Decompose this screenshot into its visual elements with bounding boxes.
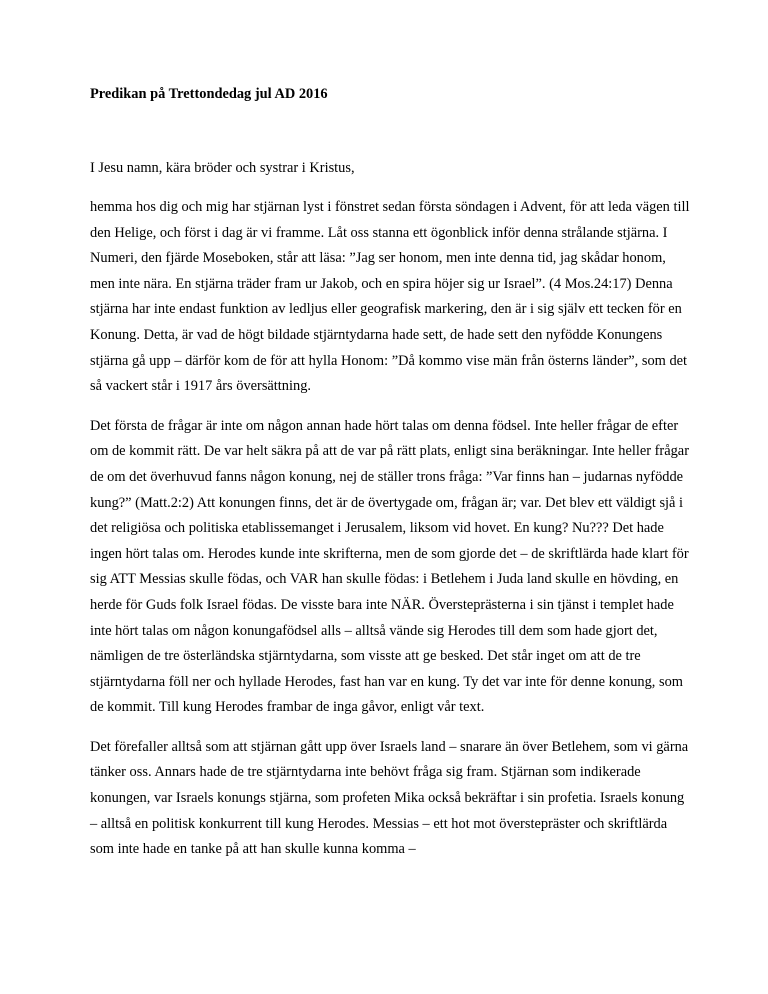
paragraph-3: Det förefaller alltså som att stjärnan gått upp över Israels land – snarare än över Betlehem, som vi gärna tänker oss. Annars hade de tre stjärntydarna inte behövt fråga sig fram. Stjärnan som indikerade konungen, var Israels konungs stjärna, som profeten Mika också bekräftar i sin profetia. Israels konung – alltså en politisk konkurrent till kung Herodes. Messias – ett hot mot överstepräster och skriftlärda som inte hade en tanke på att han skulle kunna komma – (90, 738, 689, 858)
document-body (90, 82, 690, 863)
greeting-line: I Jesu namn, kära bröder och systrar i Kristus, (90, 160, 355, 176)
paragraph-2: Det första de frågar är inte om någon annan hade hört talas om denna födsel. Inte heller frågar de efter om de kommit rätt. De var helt säkra på att de var på rätt plats, enligt sina beräkningar. Inte heller frågar de om det överhuvud fanns någon konung, nej de ställer trons fråga: ”Var finns han – judarnas nyfödde kung?” (Matt.2:2) Att konungen finns, det är de övertygade om, frågan är; var. Det blev ett väldigt sjå i det religiösa och politiska etablissemanget i Jerusalem, liksom vid hovet. En kung? Nu??? Det hade ingen hört talas om. Herodes kunde inte skrifterna, men de som gjorde det – de skriftlärda hade klart för sig ATT Messias skulle födas, och VAR han skulle födas: i Betlehem i Juda land skulle en hövding, en herde för Guds folk Israel födas. De visste bara inte NÄR. Översteprästerna i sin tjänst i templet hade inte hört talas om någon konungafödsel alls – alltså vände sig Herodes till dem som hade gjort det, nämligen de tre österländska stjärntydarna, som visste att ge besked. Det står inget om att de tre stjärntydarna föll ner och hyllade Herodes, fast han var en kung. Ty det var inte för denne konung, som de kommit. Till kung Herodes frambar de inga gåvor, enligt vår text. (90, 417, 689, 716)
sermon-title: Predikan på Trettondedag jul AD 2016 (90, 86, 328, 102)
paragraph-1: hemma hos dig och mig har stjärnan lyst i fönstret sedan första söndagen i Advent, för att leda vägen till den Helige, och först i dag är vi framme. Låt oss stanna ett ögonblick inför denna strålande stjärna. I Numeri, den fjärde Moseboken, står att läsa: ”Jag ser honom, men inte denna tid, jag skådar honom, men inte nära. En stjärna träder fram ur Jakob, och en spira höjer sig ur Israel”. (4 Mos.24:17) Denna stjärna har inte endast funktion av ledljus eller geografisk markering, den är i sig själv ett tecken för en Konung. Detta, är vad de högt bildade stjärntydarna hade sett, de hade sett den nyfödde Konungens stjärna gå upp – därför kom de för att hylla Honom: ”Då kommo vise män från österns länder”, som det så vackert står i 1917 års översättning. (90, 199, 690, 395)
